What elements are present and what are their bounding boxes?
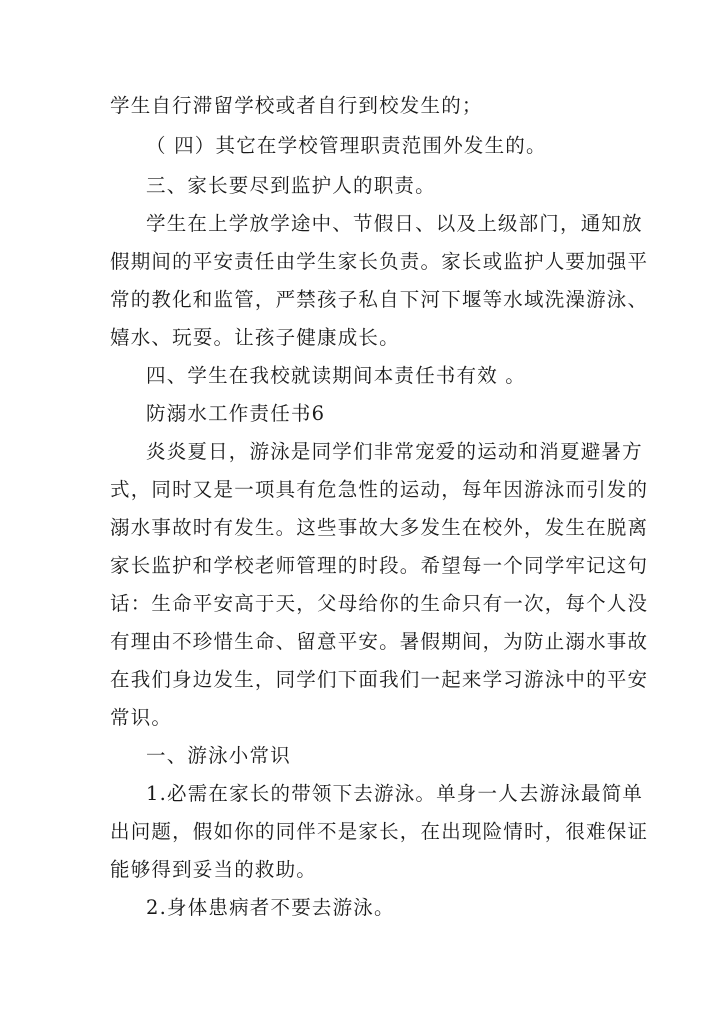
section-heading: 四、学生在我校就读期间本责任书有效 。 [146,364,526,387]
section-heading: 一、游泳小常识 [146,744,291,767]
text-line: 常的教化和监管，严禁孩子私自下河下堰等水域洗澡游泳、 [110,288,649,311]
text-line: 能够得到妥当的救助。 [110,858,318,881]
text-line: 有理由不珍惜生命、留意平安。暑假期间，为防止溺水事故 [110,630,649,653]
text-line: 在我们身边发生，同学们下面我们一起来学习游泳中的平安 [110,668,649,691]
text-line: （ 四）其它在学校管理职责范围外发生的。 [146,134,547,157]
text-line: 家长监护和学校老师管理的时段。希望每一个同学牢记这句 [110,554,649,577]
text-line: 假期间的平安责任由学生家长负责。家长或监护人要加强平 [110,250,649,273]
text-line: 学生在上学放学途中、节假日、以及上级部门，通知放 [146,212,643,235]
text-line: 式，同时又是一项具有危急性的运动，每年因游泳而引发的 [110,478,649,501]
text-line: 出问题，假如你的同伴不是家长，在出现险情时，很难保证 [110,820,649,843]
text-line: 常识。 [110,706,173,729]
text-line: 1.必需在家长的带领下去游泳。单身一人去游泳最简单 [146,782,644,805]
text-line: 学生自行滞留学校或者自行到校发生的； [110,94,483,117]
document-title: 防溺水工作责任书6 [146,402,326,425]
text-line: 话：生命平安高于天，父母给你的生命只有一次，每个人没 [110,592,649,615]
text-line: 溺水事故时有发生。这些事故大多发生在校外，发生在脱离 [110,516,649,539]
text-line: 炎炎夏日，游泳是同学们非常宠爱的运动和消夏避暑方 [146,440,643,463]
section-heading: 三、家长要尽到监护人的职责。 [146,174,436,197]
text-line: 嬉水、玩耍。让孩子健康成长。 [110,326,400,349]
text-line: 2.身体患病者不要去游泳。 [146,896,395,919]
